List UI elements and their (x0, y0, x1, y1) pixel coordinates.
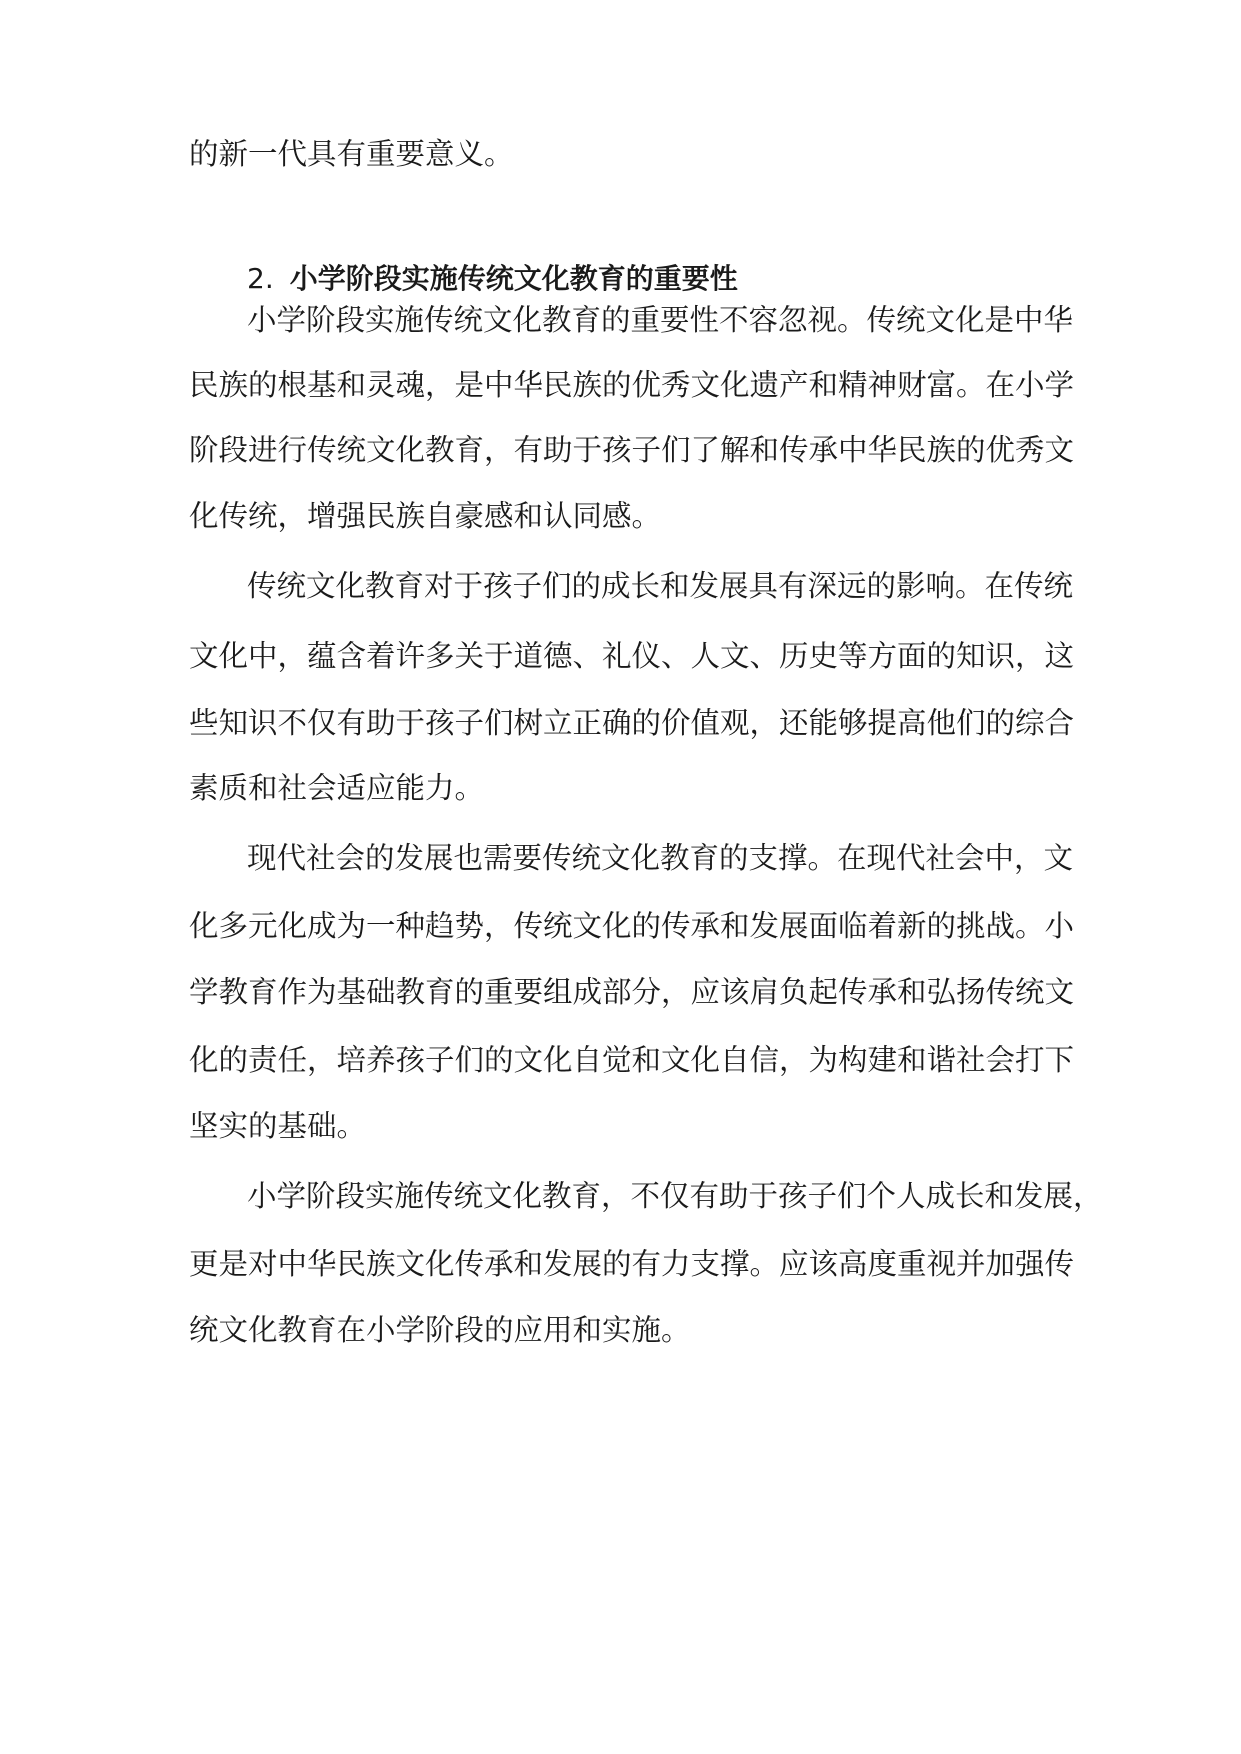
paragraph-line: 文化中，蕴含着许多关于道德、礼仪、人文、历史等方面的知识，这 (189, 639, 1075, 673)
paragraph-line: 阶段进行传统文化教育，有助于孩子们了解和传承中华民族的优秀文 (189, 433, 1075, 467)
paragraph-line: 化多元化成为一种趋势，传统文化的传承和发展面临着新的挑战。小 (189, 909, 1075, 943)
paragraph-line: 素质和社会适应能力。 (189, 771, 485, 805)
heading-title: 小学阶段实施传统文化教育的重要性 (289, 262, 738, 295)
paragraph-line: 小学阶段实施传统文化教育的重要性不容忽视。传统文化是中华 (247, 303, 1074, 337)
paragraph-line: 些知识不仅有助于孩子们树立正确的价值观，还能够提高他们的综合 (189, 706, 1075, 740)
paragraph-line: 现代社会的发展也需要传统文化教育的支撑。在现代社会中，文 (247, 841, 1074, 875)
carryover-line: 的新一代具有重要意义。 (189, 137, 514, 171)
paragraph-line: 小学阶段实施传统文化教育，不仅有助于孩子们个人成长和发展， (247, 1179, 1103, 1213)
section-heading (247, 259, 738, 299)
heading-number: 2. (247, 262, 274, 295)
paragraph-line: 化传统，增强民族自豪感和认同感。 (189, 499, 662, 533)
paragraph-line: 民族的根基和灵魂，是中华民族的优秀文化遗产和精神财富。在小学 (189, 368, 1075, 402)
paragraph-line: 传统文化教育对于孩子们的成长和发展具有深远的影响。在传统 (247, 569, 1074, 603)
paragraph-line: 坚实的基础。 (189, 1109, 367, 1143)
paragraph-line: 化的责任，培养孩子们的文化自觉和文化自信，为构建和谐社会打下 (189, 1043, 1075, 1077)
paragraph-line: 统文化教育在小学阶段的应用和实施。 (189, 1313, 691, 1347)
paragraph-line: 学教育作为基础教育的重要组成部分，应该肩负起传承和弘扬传统文 (189, 975, 1075, 1009)
paragraph-line: 更是对中华民族文化传承和发展的有力支撑。应该高度重视并加强传 (189, 1247, 1075, 1281)
